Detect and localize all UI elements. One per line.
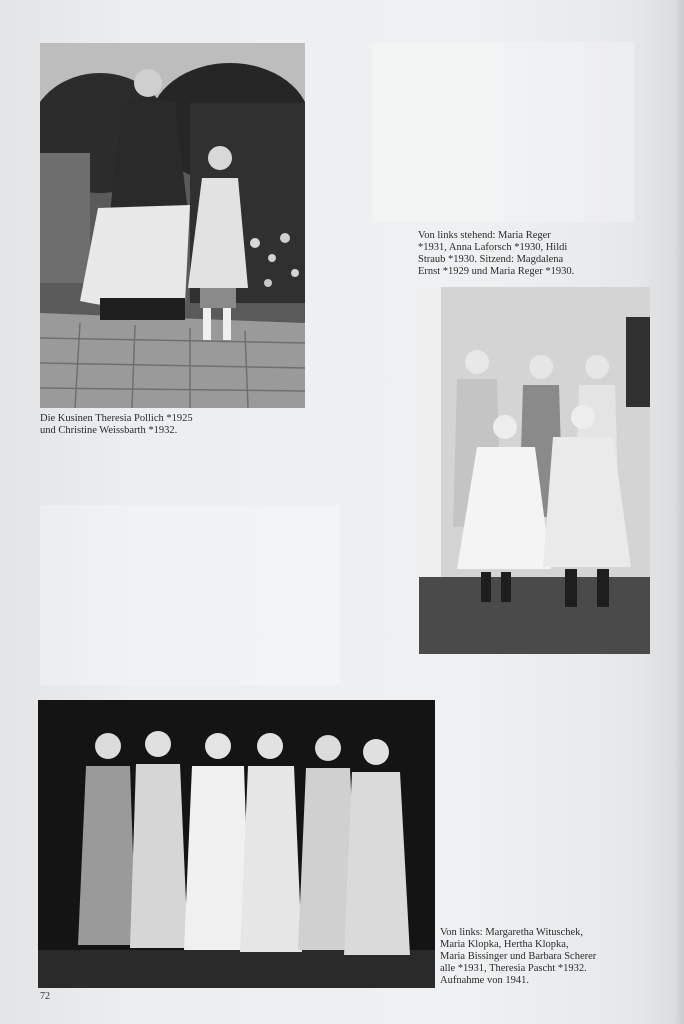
photo-group-wall — [419, 287, 650, 654]
photo-six-girls — [38, 700, 435, 988]
photo-group-wall-caption: Von links stehend: Maria Reger *1931, Anna Laforsch *1930, Hildi Straub *1930. Sitzend: Magdalena Ernst *1929 und Maria Reger *1930. — [418, 230, 575, 277]
photo-cousins — [40, 43, 305, 408]
photo-cousins-image — [40, 43, 305, 408]
photo-six-girls-caption: Von links: Margaretha Wituschek, Maria Klopka, Hertha Klopka, Maria Bissinger und Barbara Scherer alle *1931, Theresia Pascht *1932. Aufnahme von 1941. — [440, 927, 597, 986]
show-through-block — [40, 505, 340, 685]
photo-six-girls-image — [38, 700, 435, 988]
photo-cousins-caption: Die Kusinen Theresia Pollich *1925 und Christine Weissbarth *1932. — [40, 413, 193, 436]
photo-group-wall-image — [419, 287, 650, 654]
page-number: 72 — [40, 991, 50, 1002]
show-through-block — [372, 42, 634, 222]
page-edge-shadow — [674, 0, 684, 1024]
